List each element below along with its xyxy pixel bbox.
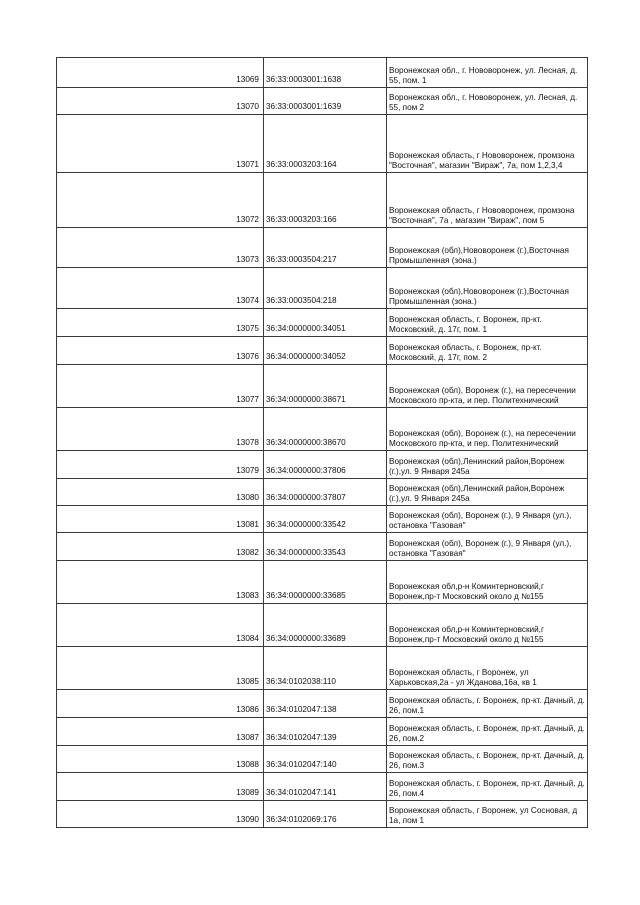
cadastral-number-cell: 36:34:0102047:141 [264,773,387,801]
table-row [57,647,588,690]
address-cell: Воронежская область, г. Воронеж, пр-кт. Дачный, д. 26, пом.2 [387,718,588,746]
record-number-cell: 13090 [57,801,264,828]
cadastral-number-cell: 36:34:0000000:33542 [264,506,387,533]
record-number-cell: 13070 [57,88,264,115]
record-number-cell: 13089 [57,773,264,801]
record-number-cell: 13083 [57,561,264,604]
address-cell: Воронежская (обл), Воронеж (г.), на пересечении Московского пр-кта, и пер. Политехнический [387,365,588,408]
cadastral-number-cell: 36:33:0003203:166 [264,173,387,228]
cadastral-number-cell: 36:33:0003001:1639 [264,88,387,115]
record-number-cell: 13075 [57,309,264,337]
address-cell: Воронежская (обл), Воронеж (г.), 9 Января (ул.), остановка "Газовая" [387,533,588,561]
record-number-cell: 13077 [57,365,264,408]
record-number-cell: 13087 [57,718,264,746]
table-row [57,506,588,533]
address-cell: Воронежская область, г Нововоронеж, промзона "Восточная", 7а , магазин "Вираж", пом 5 [387,173,588,228]
cadastral-number-cell: 36:33:0003203:164 [264,115,387,173]
address-cell: Воронежская (обл), Воронеж (г.), на пересечении Московского пр-кта, и пер. Политехнический [387,408,588,451]
table-row [57,773,588,801]
address-cell: Воронежская (обл),Нововоронеж (г.),Восточная Промышленная (зона.) [387,268,588,309]
cadastral-number-cell: 36:34:0102069:176 [264,801,387,828]
record-number-cell: 13076 [57,337,264,365]
cadastral-number-cell: 36:34:0102047:139 [264,718,387,746]
cadastral-number-cell: 36:33:0003001:1638 [264,58,387,88]
cadastral-number-cell: 36:34:0000000:34052 [264,337,387,365]
table-row [57,115,588,173]
address-cell: Воронежская обл,р-н Коминтерновский,г Воронеж,пр-т Московский около д №155 [387,561,588,604]
cadastral-number-cell: 36:34:0000000:33685 [264,561,387,604]
record-number-cell: 13082 [57,533,264,561]
table-row [57,309,588,337]
cadastral-number-cell: 36:33:0003504:218 [264,268,387,309]
record-number-cell: 13084 [57,604,264,647]
record-number-cell: 13086 [57,690,264,718]
cadastral-number-cell: 36:34:0102038:110 [264,647,387,690]
address-cell: Воронежская (обл),Ленинский район,Воронеж (г.),ул. 9 Января 245а [387,451,588,479]
table-row [57,690,588,718]
table-row [57,268,588,309]
cadastral-number-cell: 36:33:0003504:217 [264,228,387,268]
table-row [57,718,588,746]
address-cell: Воронежская область, г Воронеж, ул Сосновая, д 1а, пом 1 [387,801,588,828]
table-row [57,365,588,408]
record-number-cell: 13085 [57,647,264,690]
record-number-cell: 13072 [57,173,264,228]
address-cell: Воронежская область, г Нововоронеж, промзона "Восточная", магазин "Вираж", 7а, пом 1,2,3,4 [387,115,588,173]
record-number-cell: 13073 [57,228,264,268]
cadastral-number-cell: 36:34:0000000:37806 [264,451,387,479]
address-cell: Воронежская область, г. Воронеж, пр-кт. Московский, д. 17г, пом. 1 [387,309,588,337]
table-row [57,561,588,604]
address-cell: Воронежская область, г Воронеж, ул Харьковская,2а - ул Жданова,16а, кв 1 [387,647,588,690]
table-row [57,801,588,828]
record-number-cell: 13080 [57,479,264,506]
address-cell: Воронежская (обл), Воронеж (г.), 9 Января (ул.), остановка "Газовая" [387,506,588,533]
record-number-cell: 13074 [57,268,264,309]
record-number-cell: 13069 [57,58,264,88]
table-row [57,746,588,773]
record-number-cell: 13088 [57,746,264,773]
table-row [57,451,588,479]
cadastral-number-cell: 36:34:0000000:37807 [264,479,387,506]
table-row [57,533,588,561]
table-row [57,58,588,88]
address-cell: Воронежская (обл),Нововоронеж (г.),Восточная Промышленная (зона.) [387,228,588,268]
cadastral-number-cell: 36:34:0000000:33543 [264,533,387,561]
address-cell: Воронежская (обл),Ленинский район,Воронеж (г.),ул. 9 Января 245а [387,479,588,506]
cadastral-number-cell: 36:34:0102047:138 [264,690,387,718]
cadastral-number-cell: 36:34:0000000:34051 [264,309,387,337]
cadastral-number-cell: 36:34:0000000:38670 [264,408,387,451]
address-cell: Воронежская обл., г. Нововоронеж, ул. Лесная, д. 55, пом 2 [387,88,588,115]
record-number-cell: 13078 [57,408,264,451]
address-cell: Воронежская обл., г. Нововоронеж, ул. Лесная, д. 55, пом. 1 [387,58,588,88]
table-row [57,604,588,647]
cadastral-number-cell: 36:34:0000000:38671 [264,365,387,408]
cadastral-number-cell: 36:34:0102047:140 [264,746,387,773]
table-row [57,408,588,451]
address-cell: Воронежская область, г. Воронеж, пр-кт. Дачный, д. 26, пом.3 [387,746,588,773]
registry-table [56,57,588,828]
address-cell: Воронежская область, г. Воронеж, пр-кт. Дачный, д. 26, пом.4 [387,773,588,801]
cadastral-number-cell: 36:34:0000000:33689 [264,604,387,647]
table-row [57,479,588,506]
address-cell: Воронежская область, г. Воронеж, пр-кт. Дачный, д. 26, пом.1 [387,690,588,718]
registry-table-body [57,58,588,828]
address-cell: Воронежская обл,р-н Коминтерновский,г Воронеж,пр-т Московский около д №155 [387,604,588,647]
record-number-cell: 13081 [57,506,264,533]
record-number-cell: 13071 [57,115,264,173]
address-cell: Воронежская область, г. Воронеж, пр-кт. Московский, д. 17г, пом. 2 [387,337,588,365]
record-number-cell: 13079 [57,451,264,479]
table-row [57,88,588,115]
table-row [57,173,588,228]
table-row [57,228,588,268]
table-row [57,337,588,365]
